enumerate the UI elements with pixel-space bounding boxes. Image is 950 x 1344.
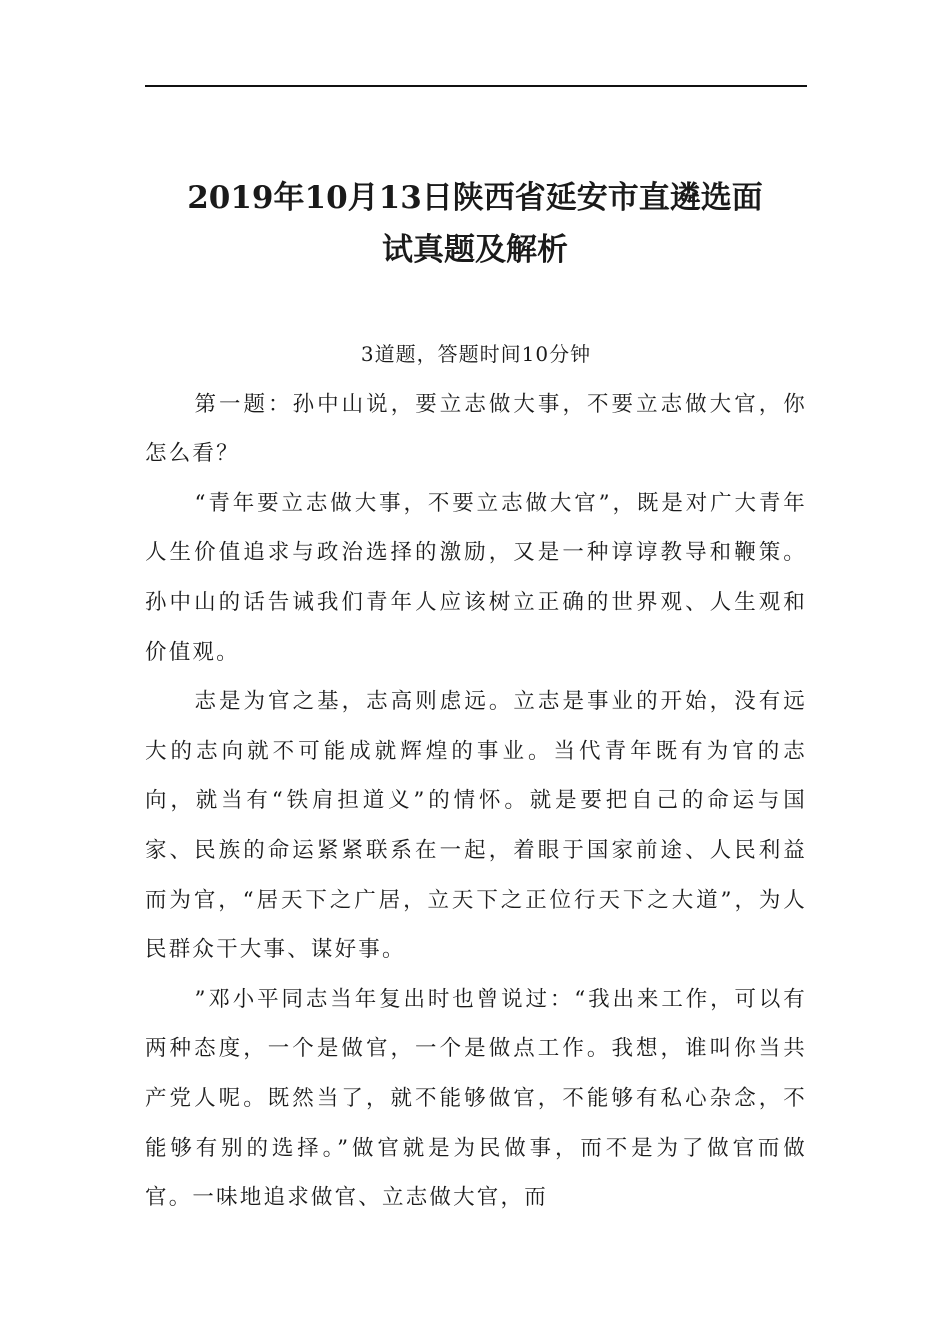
paragraph: ”邓小平同志当年复出时也曾说过：“我出来工作，可以有两种态度，一个是做官，一个是做点工作。我想，谁叫你当共产党人呢。既然当了，就不能够做官，不能够有私心杂念，不能够有别的选择。”做官就是为民做事，而不是为了做官而做官。一味地追求做官、立志做大官，而 xyxy=(145,986,807,1211)
paragraph: 志是为官之基，志高则虑远。立志是事业的开始，没有远大的志向就不可能成就辉煌的事业。当代青年既有为官的志向，就当有“铁肩担道义”的情怀。就是要把自己的命运与国家、民族的命运紧紧联系在一起，着眼于国家前途、人民利益而为官，“居天下之广居，立天下之正位行天下之大道”，为人民群众干大事、谋好事。 xyxy=(145,689,807,963)
subtitle: 3道题，答题时间10分钟 xyxy=(360,342,592,366)
header-rule xyxy=(145,85,807,87)
document-title xyxy=(130,172,820,276)
paragraph-question-1: 第一题：孙中山说，要立志做大事，不要立志做大官，你怎么看？ xyxy=(145,391,807,467)
title-line-1: 2019年10月13日陕西省延安市直遴选面 xyxy=(187,180,763,216)
paragraph: “青年要立志做大事，不要立志做大官”，既是对广大青年人生价值追求与政治选择的激励，又是一种谆谆教导和鞭策。孙中山的话告诫我们青年人应该树立正确的世界观、人生观和价值观。 xyxy=(145,490,807,665)
title-line-2: 试真题及解析 xyxy=(382,232,568,268)
document-body xyxy=(145,330,807,1223)
